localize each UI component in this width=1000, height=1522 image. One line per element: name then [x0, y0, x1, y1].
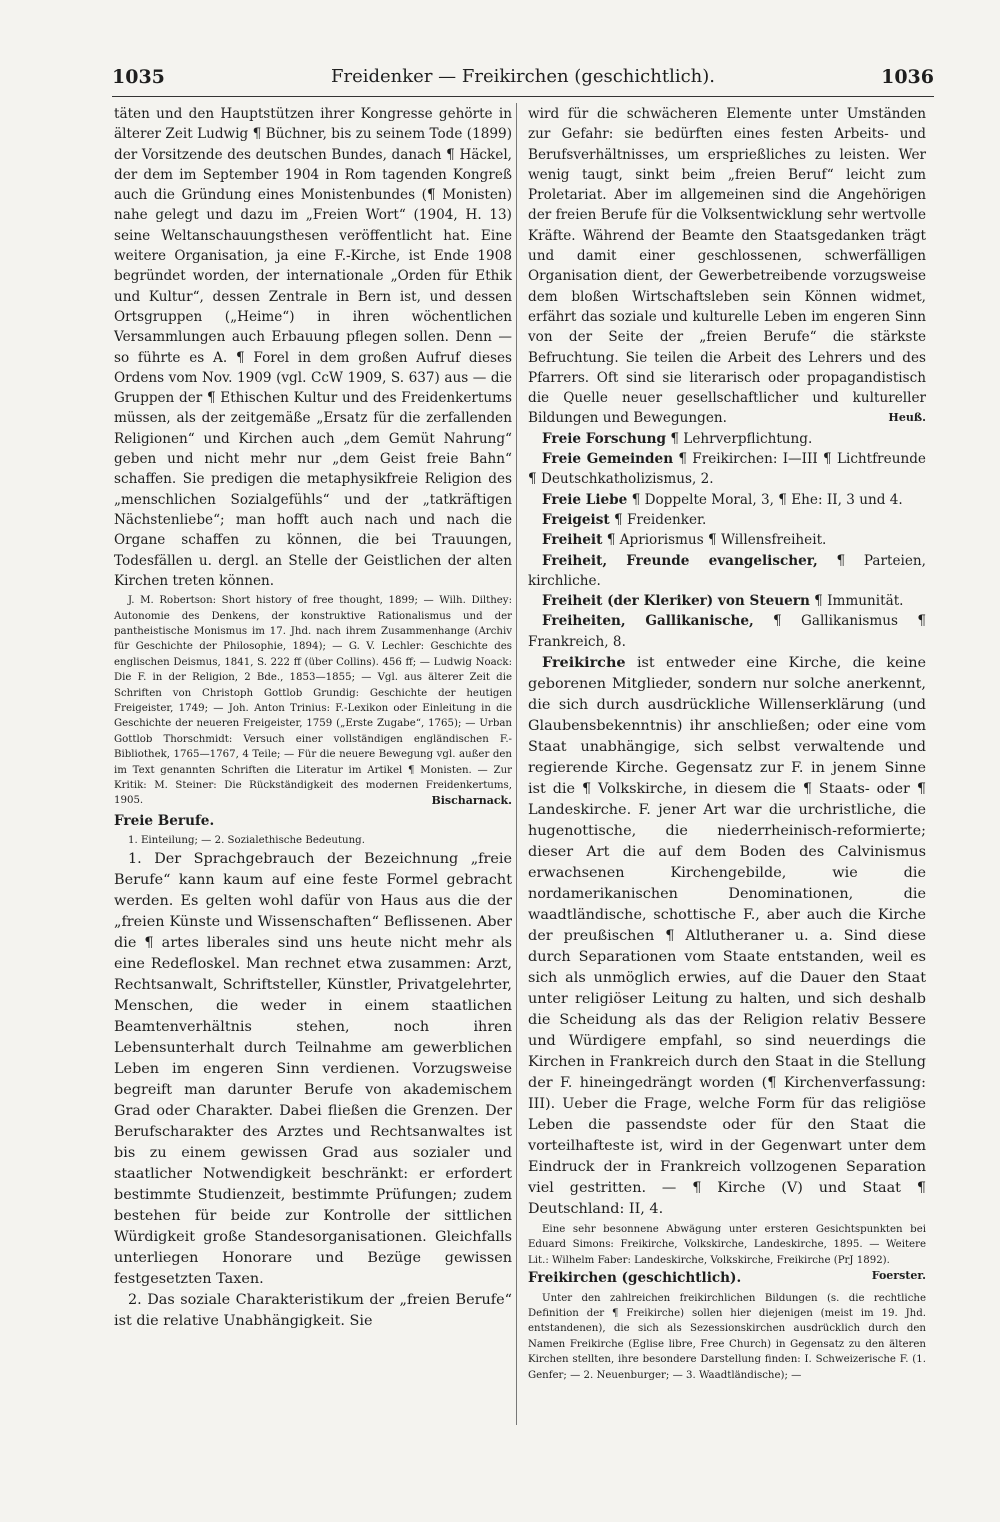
entry-freie-gemeinden [528, 449, 926, 490]
author-signature: Foerster. [871, 1269, 926, 1283]
headword-freikirchen-geschichtlich: Freikirchen (geschichtlich). [528, 1270, 742, 1287]
page-header [112, 62, 934, 97]
entry-crossref: ¶ Lehrverpflichtung. [670, 430, 813, 447]
entry-headword: Freiheit (der Kleriker) von Steuern [542, 593, 810, 610]
entry-headword: Freiheiten, Gallikanische, [542, 613, 754, 630]
entry-headword: Freiheit, Freunde evangelischer, [542, 552, 818, 569]
headword-freie-berufe: Freie Berufe. [114, 812, 215, 829]
entry-freie-liebe [528, 490, 926, 510]
freie-berufe-continuation [528, 104, 926, 429]
page-number-right: 1036 [881, 66, 934, 88]
literature-text: Eine sehr besonnene Abwägung unter ersteren Gesichtspunkten bei Eduard Simons: Freikirche, Volkskirche, Landeskirche, 1895. — Weitere Lit.: Wilhelm Faber: Landeskirche, Volkskirche, Freikirche (PrJ 1892). [528, 1224, 926, 1266]
entry-headword: Freie Forschung [542, 430, 666, 447]
entry-freikirche [528, 652, 926, 1220]
entry-crossref: ¶ Parteien, kirchliche. [528, 552, 926, 589]
page-number-left: 1035 [112, 66, 165, 88]
entry-headword: Freie Gemeinden [542, 451, 674, 468]
continuation-text: wird für die schwächeren Elemente unter Umständen zur Gefahr: sie bedürften eines festen Arbeits- und Berufsverhältnisses, um ersprießliches zu leisten. Wer wenig taugt, sinkt beim „freien Beruf“ leicht zum Proletariat. Aber im allgemeinen sind die Angehörigen der freien Berufe für die Volksentwicklung sehr wertvolle Kräfte. Während der Beamte den Staatsgedanken trägt und damit einer geschlossenen, schwerfälligen Organisation dient, der Gewerbetreibende vorzugsweise dem bloßen Wirtschaftsleben sein Können widmet, erfährt das soziale und kulturelle Leben im engeren Sinn von der Seite der „freien Berufe“ die stärkste Befruchtung. Sie teilen die Arbeit des Lehrers und des Pfarrers. Oft sind sie literarisch oder propagandistisch die Quelle neuer gesellschaftlicher und kultureller Bildungen und Bewegungen. [528, 106, 926, 427]
entry-freiheit [528, 530, 926, 550]
entry-crossref: ¶ Freidenker. [613, 511, 707, 528]
entry-crossref: ¶ Freikirchen: I—III ¶ Lichtfreunde ¶ Deutschkatholizismus, 2. [528, 451, 926, 488]
freie-berufe-section-2: 2. Das soziale Charakteristikum der „freien Berufe“ ist die relative Unabhängigkeit. Sie [114, 1291, 512, 1329]
literature-text: J. M. Robertson: Short history of free thought, 1899; — Wilh. Dilthey: Autonomie des Denkens, der konstruktive Rationalismus und der pantheistische Monismus im 17. Jhd. nach ihrem Zusammenhange (Archiv für Geschichte der Philosophie, 1894); — G. V. Lechler: Geschichte des englischen Deismus, 1841, S. 222 ff (über Collins). 456 ff; — Ludwig Noack: Die F. in der Religion, 2 Bde., 1853—1855; — Vgl. aus älterer Zeit die Schriften von Christoph Gottlob Grundig: Geschichte der heutigen Freigeister, 1749; — Joh. Anton Trinius: F.-Lexikon oder Einleitung in die Geschichte der neueren Freigeister, 1759 („Erste Zugabe“, 1765); — Urban Gottlob Thorschmidt: Versuch einer vollständigen engländischen F.-Bibliothek, 1765—1767, 4 Teile; — Für die neuere Bewegung vgl. außer den im Text genannten Schriften die Literatur im Artikel ¶ Monisten. — Zur Kritik: M. Steiner: Die Rückständigkeit des modernen Freidenkertums, 1905. [114, 595, 512, 807]
author-signature: Bischarnack. [431, 794, 512, 808]
author-signature: Heuß. [888, 411, 926, 425]
entry-freiheit-freunde [528, 551, 926, 592]
entry-headword: Freikirche [542, 654, 626, 672]
entry-crossref: ¶ Doppelte Moral, 3, ¶ Ehe: II, 3 und 4. [631, 491, 903, 508]
freie-berufe-contents: 1. Einteilung; — 2. Sozialethische Bedeutung. [128, 835, 365, 847]
column-right [528, 104, 926, 1383]
freie-berufe-section-1: 1. Der Sprachgebrauch der Bezeichnung „freie Berufe“ kann kaum auf eine feste Formel gebracht werden. Es gelten wohl dafür von Haus aus die der „freien Künste und Wissenschaften“ Beflissenen. Aber die ¶ artes liberales sind uns heute nicht mehr als eine Redefloskel. Man rechnet etwa zusammen: Arzt, Rechtsanwalt, Schriftsteller, Künstler, Privatgelehrter, Menschen, die weder in einem staatlichen Beamtenverhältnis stehen, noch ihren Lebensunterhalt durch Teilnahme am gewerblichen Leben im engeren Sinn verdienen. Vorzugsweise begreift man darunter Berufe von akademischem Grad oder Charakter. Dabei fließen die Grenzen. Der Berufscharakter des Arztes und Rechtsanwaltes ist bis zu einem gewissen Grad aus sozialer und staatlicher Notwendigkeit beschränkt: er erfordert bestimmte Studienzeit, bestimmte Prüfungen; zudem bestehen für beide zur Kontrolle der sittlichen Würdigkeit große Standesorganisationen. Gleichfalls unterliegen Honorare und Bezüge gewissen festgesetzten Taxen. [114, 850, 512, 1287]
entry-crossref: ¶ Apriorismus ¶ Willensfreiheit. [606, 532, 827, 549]
entry-body: ist entweder eine Kirche, die keine geborenen Mitglieder, sondern nur solche anerkennt, die sich durch ausdrückliche Willenserklärung (und Glaubensbekenntnis) ihr anschließen; oder eine vom Staat unabhängige, sich selbst verwaltende und regierende Kirche. Gegensatz zur F. in jenem Sinne ist die ¶ Volkskirche, in diesem die ¶ Staats- oder ¶ Landeskirche. F. jener Art war die urchristliche, die hugenottische, die niederrheinisch-reformierte; dieser Art die auf dem Boden des Calvinismus erwachsenen Kirchengebilde, wie die nordamerikanischen Denominationen, die waadtländische, schottische F., aber auch die Kirche der preußischen ¶ Altlutheraner u. a. Sind diese durch Separationen vom Staate entstanden, weil es sich als unmöglich erwies, auf die Dauer den Staat unter religiöser Leitung zu halten, und sich deshalb die Scheidung als das der Religion relativ Bessere und Würdigere empfahl, so sind neuerdings die Kirchen in Frankreich durch den Staat in die Stellung der F. hineingedrängt worden (¶ Kirchenverfassung: III). Ueber die Frage, welche Form für das religiöse Leben die passendste oder für den Staat die vorteilhafteste ist, wird in der Gegenwart unter dem Eindruck der in Frankreich vollzogenen Separation viel gestritten. — ¶ Kirche (V) und Staat ¶ Deutschland: II, 4. [528, 655, 926, 1218]
entry-freiheiten-gallikanische [528, 611, 926, 652]
freidenker-literature [114, 593, 512, 809]
column-divider [516, 103, 517, 1425]
entry-freiheit-steuern [528, 591, 926, 611]
freikirchen-intro: Unter den zahlreichen freikirchlichen Bildungen (s. die rechtliche Definition der ¶ Freikirche) sollen hier diejenigen (meist im 19. Jhd. entstandenen), die sich als Sezessionskirchen ausdrücklich durch den Namen Freikirche (Eglise libre, Free Church) in Gegensatz zu den älteren Kirchen stellten, ihre besondere Darstellung finden: I. Schweizerische F. (1. Genfer; — 2. Neuenburger; — 3. Waadtländische); — [528, 1292, 926, 1381]
running-title: Freidenker — Freikirchen (geschichtlich). [331, 66, 715, 87]
entry-crossref: ¶ Gallikanismus ¶ Frankreich, 8. [528, 613, 926, 650]
entry-headword: Freiheit [542, 532, 603, 549]
entry-headword: Freigeist [542, 511, 610, 528]
entry-freie-forschung [528, 429, 926, 449]
entry-crossref: ¶ Immunität. [814, 593, 904, 610]
entry-headword: Freie Liebe [542, 491, 628, 508]
freidenker-continuation: täten und den Hauptstützen ihrer Kongresse gehörte in älterer Zeit Ludwig ¶ Büchner, bis zu seinem Tode (1899) der Vorsitzende des deutschen Bundes, danach ¶ Häckel, der dem im September 1904 in Rom tagenden Kongreß auch die Gründung eines Monistenbundes (¶ Monisten) nahe gelegt und dazu im „Freien Wort“ (1904, H. 13) seine Weltanschauungsthesen veröffentlicht hat. Eine weitere Organisation, ja eine F.-Kirche, ist Ende 1908 begründet worden, der internationale „Orden für Ethik und Kultur“, dessen Zentrale in Bern ist, und dessen Ortsgruppen („Heime“) in ihren wöchentlichen Versammlungen auch Erbauung pflegen sollen. Denn — so führte es A. ¶ Forel in dem großen Aufruf dieses Ordens vom Nov. 1909 (vgl. CcW 1909, S. 637) aus — die Gruppen der ¶ Ethischen Kultur und des Freidenkertums müssen, als der zeitgemäße „Ersatz für die zerfallenden Religionen“ und Kirchen auch „dem Gemüt Nahrung“ geben und nicht mehr nur „dem Geist freie Bahn“ schaffen. Sie predigen die metaphysikfreie Religion des „menschlichen Sozialgefühls“ und der „tatkräftigen Nächstenliebe“; man hofft auch nach und nach die Organe schaffen zu können, die bei Trauungen, Todesfällen u. dergl. an Stelle der Geistlichen der alten Kirchen treten können. [114, 106, 512, 589]
entry-freigeist [528, 510, 926, 530]
column-left [114, 104, 512, 1332]
